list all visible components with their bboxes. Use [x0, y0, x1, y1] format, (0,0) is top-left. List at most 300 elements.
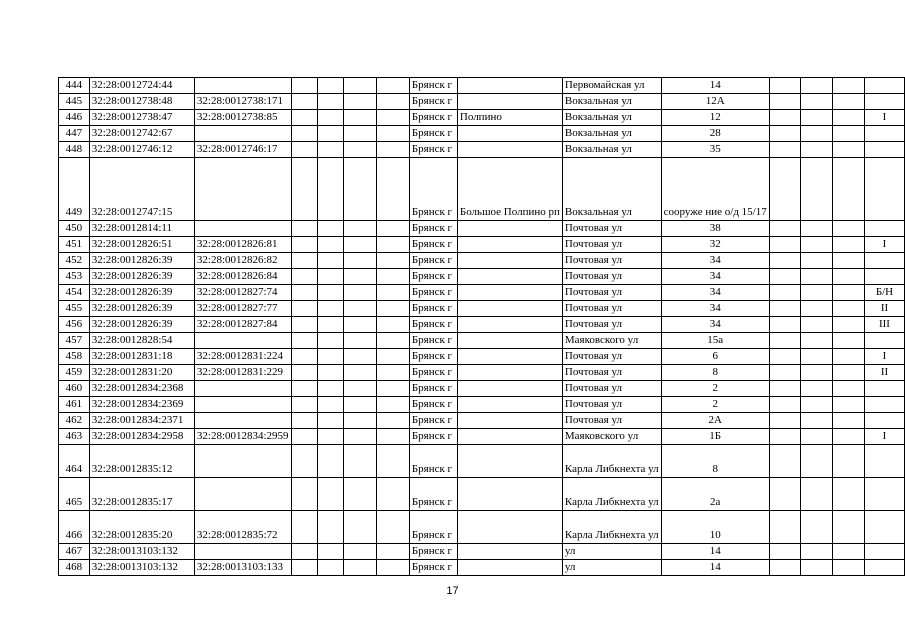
- cell-num: 458: [59, 349, 90, 365]
- cell-street: Почтовая ул: [562, 237, 661, 253]
- cell-empty: [801, 110, 833, 126]
- cell-empty: [318, 158, 344, 221]
- cell-cad2: 32:28:0012834:2959: [194, 429, 291, 445]
- cell-num: 444: [59, 78, 90, 94]
- table-row: [59, 269, 905, 285]
- cell-cad2: 32:28:0012746:17: [194, 142, 291, 158]
- cell-house: 34: [661, 317, 769, 333]
- cell-empty: [833, 333, 865, 349]
- cell-district: Полпино: [457, 110, 562, 126]
- cell-empty: [343, 333, 377, 349]
- cell-cad2: [194, 158, 291, 221]
- cell-district: [457, 253, 562, 269]
- cell-empty: [801, 317, 833, 333]
- cell-empty: [833, 269, 865, 285]
- cell-empty: [343, 126, 377, 142]
- cell-extra: [864, 94, 904, 110]
- cell-empty: [801, 333, 833, 349]
- cell-extra: [864, 221, 904, 237]
- cell-house: 34: [661, 253, 769, 269]
- cell-cad2: 32:28:0012738:171: [194, 94, 291, 110]
- cell-cad1: 32:28:0012828:54: [89, 333, 194, 349]
- cell-cad2: 32:28:0013103:133: [194, 560, 291, 576]
- cell-empty: [343, 349, 377, 365]
- cell-empty: [769, 560, 801, 576]
- cell-street: Почтовая ул: [562, 397, 661, 413]
- cell-num: 455: [59, 301, 90, 317]
- cell-cad2: 32:28:0012827:77: [194, 301, 291, 317]
- cell-empty: [801, 237, 833, 253]
- cell-empty: [292, 413, 318, 429]
- cell-empty: [769, 429, 801, 445]
- cell-empty: [833, 445, 865, 478]
- cell-cad2: [194, 78, 291, 94]
- cell-empty: [833, 397, 865, 413]
- table-row: [59, 365, 905, 381]
- cell-house: 35: [661, 142, 769, 158]
- cell-street: Маяковского ул: [562, 333, 661, 349]
- cell-empty: [318, 478, 344, 511]
- cell-house: 34: [661, 269, 769, 285]
- table-row: [59, 511, 905, 544]
- cell-empty: [801, 397, 833, 413]
- table-row: [59, 397, 905, 413]
- cell-empty: [377, 544, 409, 560]
- cell-empty: [377, 333, 409, 349]
- cell-num: 449: [59, 158, 90, 221]
- cell-cad2: [194, 397, 291, 413]
- cell-empty: [833, 365, 865, 381]
- cell-district: [457, 333, 562, 349]
- cell-empty: [343, 285, 377, 301]
- cell-house: 14: [661, 560, 769, 576]
- cell-num: 456: [59, 317, 90, 333]
- cell-cad1: 32:28:0012724:44: [89, 78, 194, 94]
- cell-extra: II: [864, 301, 904, 317]
- cell-city: Брянск г: [409, 126, 457, 142]
- table-row: [59, 237, 905, 253]
- cell-street: Почтовая ул: [562, 269, 661, 285]
- cell-house: 8: [661, 365, 769, 381]
- cell-extra: I: [864, 349, 904, 365]
- cell-empty: [318, 544, 344, 560]
- cell-cad1: 32:28:0012834:2369: [89, 397, 194, 413]
- cell-street: Карла Либкнехта ул: [562, 511, 661, 544]
- cell-empty: [292, 445, 318, 478]
- cell-empty: [377, 365, 409, 381]
- cell-cad1: 32:28:0012826:51: [89, 237, 194, 253]
- cell-empty: [801, 478, 833, 511]
- cell-empty: [833, 142, 865, 158]
- cell-city: Брянск г: [409, 78, 457, 94]
- cell-empty: [769, 511, 801, 544]
- cell-cad1: 32:28:0012746:12: [89, 142, 194, 158]
- table-row: [59, 158, 905, 221]
- cell-empty: [833, 110, 865, 126]
- cell-street: Почтовая ул: [562, 301, 661, 317]
- cell-empty: [801, 78, 833, 94]
- cell-cad1: 32:28:0012835:20: [89, 511, 194, 544]
- cell-extra: [864, 333, 904, 349]
- cell-empty: [343, 221, 377, 237]
- cell-empty: [343, 317, 377, 333]
- cell-street: Почтовая ул: [562, 381, 661, 397]
- cell-cad2: [194, 544, 291, 560]
- cell-extra: [864, 413, 904, 429]
- cell-cad2: [194, 381, 291, 397]
- cell-cad1: 32:28:0012831:20: [89, 365, 194, 381]
- cell-empty: [801, 158, 833, 221]
- cell-house: 2а: [661, 478, 769, 511]
- cell-num: 461: [59, 397, 90, 413]
- table-row: [59, 142, 905, 158]
- cell-cad1: 32:28:0012834:2368: [89, 381, 194, 397]
- cell-empty: [377, 413, 409, 429]
- cell-street: Вокзальная ул: [562, 142, 661, 158]
- cell-empty: [377, 445, 409, 478]
- cell-empty: [318, 511, 344, 544]
- cell-empty: [343, 110, 377, 126]
- cell-num: 448: [59, 142, 90, 158]
- cell-empty: [801, 142, 833, 158]
- cell-empty: [377, 126, 409, 142]
- cell-house: 34: [661, 285, 769, 301]
- cell-num: 445: [59, 94, 90, 110]
- cell-empty: [343, 78, 377, 94]
- cell-house: 2А: [661, 413, 769, 429]
- cell-city: Брянск г: [409, 381, 457, 397]
- cell-street: Почтовая ул: [562, 413, 661, 429]
- cell-cad1: 32:28:0012826:39: [89, 301, 194, 317]
- cell-empty: [292, 397, 318, 413]
- cell-cad1: 32:28:0012742:67: [89, 126, 194, 142]
- cell-house: 32: [661, 237, 769, 253]
- cell-empty: [801, 413, 833, 429]
- cell-cad2: [194, 445, 291, 478]
- cell-empty: [769, 349, 801, 365]
- cell-num: 459: [59, 365, 90, 381]
- cell-empty: [292, 269, 318, 285]
- cell-empty: [833, 413, 865, 429]
- cell-empty: [377, 381, 409, 397]
- cell-house: 2: [661, 381, 769, 397]
- cell-empty: [769, 237, 801, 253]
- cell-empty: [292, 110, 318, 126]
- table-row: [59, 478, 905, 511]
- cell-empty: [377, 478, 409, 511]
- cell-empty: [769, 333, 801, 349]
- cell-empty: [318, 237, 344, 253]
- cell-empty: [801, 269, 833, 285]
- cell-district: [457, 511, 562, 544]
- cell-empty: [377, 110, 409, 126]
- cell-empty: [343, 413, 377, 429]
- cell-house: 28: [661, 126, 769, 142]
- cell-cad1: 32:28:0013103:132: [89, 560, 194, 576]
- cell-street: Почтовая ул: [562, 285, 661, 301]
- cell-district: [457, 381, 562, 397]
- cell-empty: [292, 429, 318, 445]
- cell-num: 452: [59, 253, 90, 269]
- table-row: [59, 317, 905, 333]
- cell-empty: [801, 221, 833, 237]
- cell-empty: [292, 285, 318, 301]
- table-row: [59, 301, 905, 317]
- table-row: [59, 285, 905, 301]
- cell-extra: [864, 478, 904, 511]
- cell-street: Вокзальная ул: [562, 126, 661, 142]
- cell-district: [457, 560, 562, 576]
- cell-city: Брянск г: [409, 285, 457, 301]
- cell-street: ул: [562, 560, 661, 576]
- cell-empty: [833, 301, 865, 317]
- cell-num: 454: [59, 285, 90, 301]
- cell-empty: [292, 78, 318, 94]
- cell-cad2: 32:28:0012826:84: [194, 269, 291, 285]
- cell-extra: II: [864, 365, 904, 381]
- cell-empty: [801, 253, 833, 269]
- cell-house: сооруже ние о/д 15/17: [661, 158, 769, 221]
- cell-empty: [377, 429, 409, 445]
- cell-district: [457, 365, 562, 381]
- cell-cad2: [194, 478, 291, 511]
- cell-empty: [377, 560, 409, 576]
- cell-empty: [343, 269, 377, 285]
- cell-cad2: 32:28:0012831:229: [194, 365, 291, 381]
- cell-city: Брянск г: [409, 413, 457, 429]
- cell-city: Брянск г: [409, 221, 457, 237]
- table-row: [59, 221, 905, 237]
- cell-street: Почтовая ул: [562, 365, 661, 381]
- cell-extra: [864, 78, 904, 94]
- cell-cad1: 32:28:0012814:11: [89, 221, 194, 237]
- cell-empty: [318, 445, 344, 478]
- cell-house: 6: [661, 349, 769, 365]
- cell-empty: [769, 94, 801, 110]
- cell-empty: [318, 253, 344, 269]
- cell-empty: [292, 381, 318, 397]
- cell-empty: [292, 221, 318, 237]
- cell-num: 465: [59, 478, 90, 511]
- cell-empty: [292, 253, 318, 269]
- cell-cad1: 32:28:0012826:39: [89, 269, 194, 285]
- cell-empty: [769, 110, 801, 126]
- cell-extra: [864, 511, 904, 544]
- cell-empty: [769, 365, 801, 381]
- cell-empty: [343, 301, 377, 317]
- cell-city: Брянск г: [409, 317, 457, 333]
- cell-cad1: 32:28:0012834:2958: [89, 429, 194, 445]
- cell-cad1: 32:28:0012831:18: [89, 349, 194, 365]
- cell-empty: [343, 253, 377, 269]
- cell-empty: [377, 397, 409, 413]
- table-row: [59, 429, 905, 445]
- table-row: [59, 381, 905, 397]
- cell-empty: [769, 478, 801, 511]
- cell-empty: [377, 317, 409, 333]
- cell-district: [457, 544, 562, 560]
- cell-empty: [801, 429, 833, 445]
- cell-num: 464: [59, 445, 90, 478]
- table-row: [59, 560, 905, 576]
- cell-city: Брянск г: [409, 365, 457, 381]
- cell-empty: [377, 142, 409, 158]
- page-number: 17: [446, 585, 459, 597]
- cell-empty: [801, 285, 833, 301]
- cell-extra: [864, 381, 904, 397]
- cell-house: 12: [661, 110, 769, 126]
- cell-extra: III: [864, 317, 904, 333]
- cell-empty: [343, 237, 377, 253]
- cell-cad2: [194, 221, 291, 237]
- cell-house: 34: [661, 301, 769, 317]
- cell-cad2: 32:28:0012826:82: [194, 253, 291, 269]
- cell-empty: [318, 429, 344, 445]
- cell-empty: [833, 237, 865, 253]
- cell-empty: [769, 285, 801, 301]
- cell-empty: [833, 381, 865, 397]
- cell-empty: [292, 94, 318, 110]
- cell-city: Брянск г: [409, 269, 457, 285]
- cell-street: Вокзальная ул: [562, 94, 661, 110]
- cell-extra: I: [864, 110, 904, 126]
- cell-street: Карла Либкнехта ул: [562, 445, 661, 478]
- table-row: [59, 94, 905, 110]
- table-row: [59, 413, 905, 429]
- cell-empty: [318, 301, 344, 317]
- cell-empty: [343, 381, 377, 397]
- cell-empty: [377, 158, 409, 221]
- cell-district: [457, 445, 562, 478]
- cell-empty: [769, 269, 801, 285]
- cell-num: 466: [59, 511, 90, 544]
- cell-empty: [833, 94, 865, 110]
- cell-empty: [343, 142, 377, 158]
- cell-district: [457, 397, 562, 413]
- cell-empty: [801, 445, 833, 478]
- cell-empty: [833, 511, 865, 544]
- cell-extra: [864, 397, 904, 413]
- cell-empty: [343, 158, 377, 221]
- cell-street: Почтовая ул: [562, 317, 661, 333]
- cell-cad1: 32:28:0012747:15: [89, 158, 194, 221]
- cell-city: Брянск г: [409, 253, 457, 269]
- cell-empty: [292, 237, 318, 253]
- cell-empty: [801, 511, 833, 544]
- cell-house: 12А: [661, 94, 769, 110]
- cell-empty: [801, 94, 833, 110]
- cell-empty: [833, 253, 865, 269]
- cell-empty: [318, 413, 344, 429]
- cell-empty: [769, 397, 801, 413]
- cell-empty: [318, 317, 344, 333]
- cell-street: Карла Либкнехта ул: [562, 478, 661, 511]
- cell-city: Брянск г: [409, 94, 457, 110]
- cell-empty: [343, 560, 377, 576]
- cell-city: Брянск г: [409, 445, 457, 478]
- cell-city: Брянск г: [409, 397, 457, 413]
- cell-empty: [833, 158, 865, 221]
- cell-empty: [769, 413, 801, 429]
- cell-num: 463: [59, 429, 90, 445]
- cell-extra: [864, 126, 904, 142]
- cell-empty: [343, 511, 377, 544]
- cell-empty: [377, 221, 409, 237]
- cell-house: 1Б: [661, 429, 769, 445]
- cell-house: 10: [661, 511, 769, 544]
- cell-empty: [318, 381, 344, 397]
- cell-empty: [377, 269, 409, 285]
- cell-empty: [318, 397, 344, 413]
- cell-num: 450: [59, 221, 90, 237]
- cell-cad2: [194, 126, 291, 142]
- cell-city: Брянск г: [409, 349, 457, 365]
- cell-num: 447: [59, 126, 90, 142]
- cell-empty: [343, 94, 377, 110]
- cell-empty: [377, 78, 409, 94]
- cell-empty: [318, 269, 344, 285]
- cell-house: 15а: [661, 333, 769, 349]
- cell-empty: [292, 158, 318, 221]
- cell-num: 453: [59, 269, 90, 285]
- cell-empty: [292, 333, 318, 349]
- cell-empty: [318, 333, 344, 349]
- cell-district: [457, 221, 562, 237]
- cell-empty: [377, 301, 409, 317]
- table-row: [59, 110, 905, 126]
- cell-extra: I: [864, 429, 904, 445]
- cell-empty: [377, 349, 409, 365]
- cell-district: [457, 285, 562, 301]
- cell-empty: [318, 560, 344, 576]
- cell-empty: [833, 285, 865, 301]
- cell-empty: [801, 544, 833, 560]
- table-row: [59, 544, 905, 560]
- cell-city: Брянск г: [409, 237, 457, 253]
- cell-district: [457, 78, 562, 94]
- cell-house: 14: [661, 544, 769, 560]
- cell-empty: [801, 126, 833, 142]
- cell-city: Брянск г: [409, 110, 457, 126]
- cell-city: Брянск г: [409, 158, 457, 221]
- table-row: [59, 445, 905, 478]
- cell-house: 8: [661, 445, 769, 478]
- cell-cad1: 32:28:0012826:39: [89, 253, 194, 269]
- cell-empty: [292, 126, 318, 142]
- cell-cad1: 32:28:0012834:2371: [89, 413, 194, 429]
- cell-empty: [833, 221, 865, 237]
- cell-cad1: 32:28:0012738:47: [89, 110, 194, 126]
- cell-street: Почтовая ул: [562, 349, 661, 365]
- cell-empty: [833, 429, 865, 445]
- cell-empty: [343, 429, 377, 445]
- cell-empty: [377, 285, 409, 301]
- cell-empty: [833, 478, 865, 511]
- cell-empty: [769, 317, 801, 333]
- table-row: [59, 126, 905, 142]
- cell-empty: [292, 317, 318, 333]
- cell-city: Брянск г: [409, 560, 457, 576]
- cell-street: Почтовая ул: [562, 221, 661, 237]
- cell-empty: [318, 221, 344, 237]
- cell-district: Большое Полпино рп: [457, 158, 562, 221]
- cell-empty: [769, 158, 801, 221]
- cell-district: [457, 429, 562, 445]
- cell-district: [457, 142, 562, 158]
- cell-district: [457, 317, 562, 333]
- cell-empty: [292, 142, 318, 158]
- cell-house: 38: [661, 221, 769, 237]
